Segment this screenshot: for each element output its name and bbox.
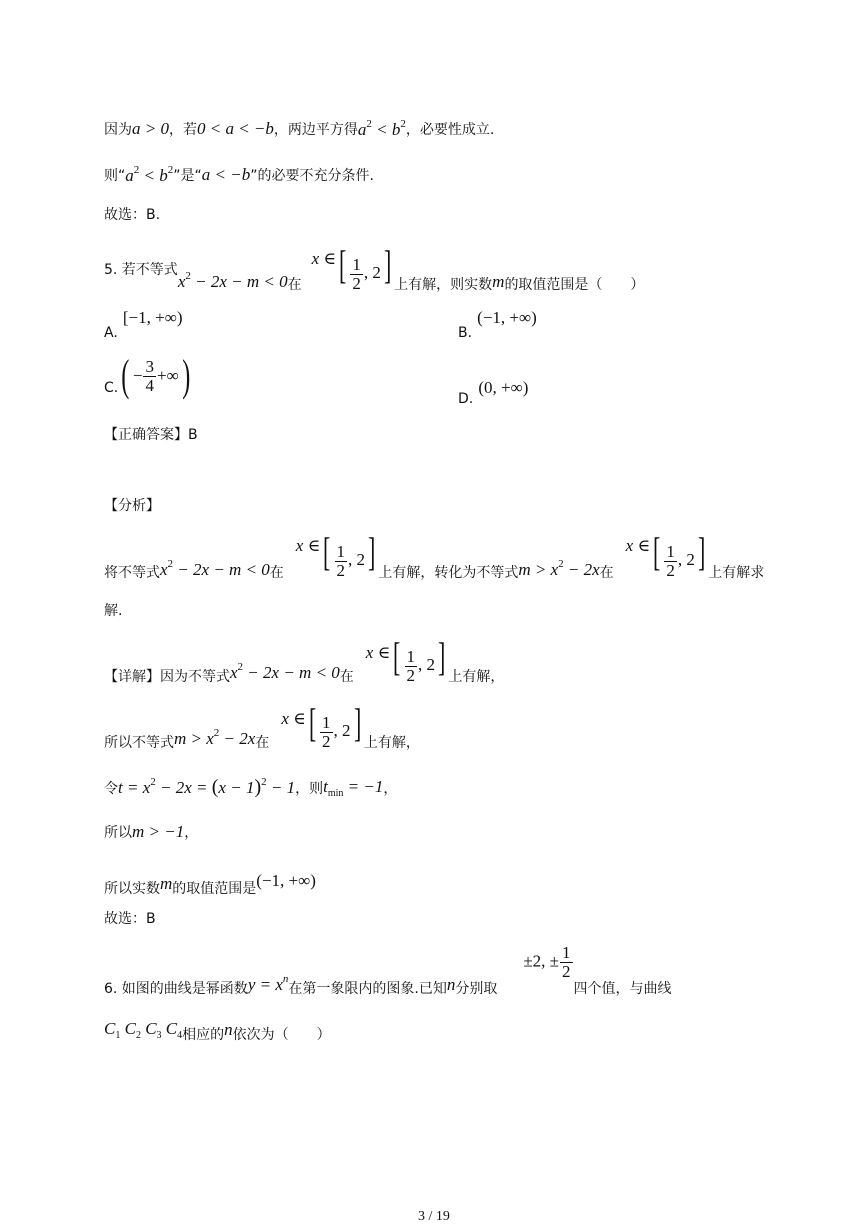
- analysis-text: 将不等式 $x^2 - 2x - m < 0$ 在 x ∈ [ $\frac{1}{2}$ , 2] 上有解，转化为不等式 $m > x^2 - 2x$ 在 x ∈ [ $\frac{1}{2}$ , 2] 上有解求: [104, 529, 765, 581]
- math-expr: $a^2 < b^2$: [357, 118, 406, 139]
- question-5-stem: 5. 若不等式 $x^2 - 2x - m < 0$ 在 x ∈ [ $\frac{1}{2}$ , 2] 上有解，则实数 m 的取值范围是（ ）: [104, 242, 645, 293]
- math-expr: 0 < a < −b: [196, 119, 274, 138]
- interval-half-two: [ $\frac{1}{2}$ , 2]: [338, 242, 392, 293]
- detail-line-4: 所以 m > −1 ，: [104, 822, 199, 841]
- option-b[interactable]: B. (−1, +∞): [458, 308, 537, 341]
- paragraph-conclusion: 则“ $a^2 < b^2$ ”是“ a < −b ”的必要不充分条件.: [104, 164, 374, 185]
- math-expr: a > 0: [132, 119, 169, 138]
- page-number: 3 / 19: [418, 1209, 450, 1224]
- paragraph-necessity: 因为 a > 0 ，若 0 < a < −b ，两边平方得 $a^2 < b^2$ ，必要性成立.: [104, 118, 495, 139]
- question-6-stem: 6. 如图的曲线是幂函数 $y = x^n$ 在第一象限内的图象.已知 n 分别取 ±2, ± $\frac{1}{2}$ 四个值，与曲线: [104, 942, 672, 997]
- choice-line: 故选：B.: [104, 207, 161, 223]
- analysis-title: 【分析】: [104, 498, 160, 514]
- option-c[interactable]: C. ( − $\frac{3}{4}$ +∞ ): [104, 351, 191, 400]
- question-6-curves: $C_1$ $C_2$ $C_3$ $C_4$ 相应的 n 依次为（ ）: [104, 1019, 331, 1043]
- choice-line: 故选：B: [104, 911, 156, 927]
- detail-line-5: 所以实数 m 的取值范围是 (−1, +∞): [104, 871, 316, 897]
- answer-label: 【正确答案】B: [104, 427, 198, 443]
- detail-line-1: 【详解】因为不等式 $x^2 - 2x - m < 0$ 在 x ∈ [ $\frac{1}{2}$ , 2] 上有解，: [104, 634, 505, 685]
- option-a[interactable]: A. [−1, +∞): [104, 308, 183, 341]
- math-expr: $a^2 < b^2$: [125, 164, 174, 185]
- detail-line-2: 所以不等式 $m > x^2 - 2x$ 在 x ∈ [ $\frac{1}{2}$ , 2] 上有解，: [104, 700, 420, 751]
- option-d[interactable]: D. (0, +∞): [458, 378, 529, 407]
- detail-line-3: 令 $t = x^2 - 2x = (x - 1)^2 - 1$ ，则 $t_{min} = -1$ ，: [104, 776, 398, 799]
- math-expr: a < −b: [201, 165, 251, 184]
